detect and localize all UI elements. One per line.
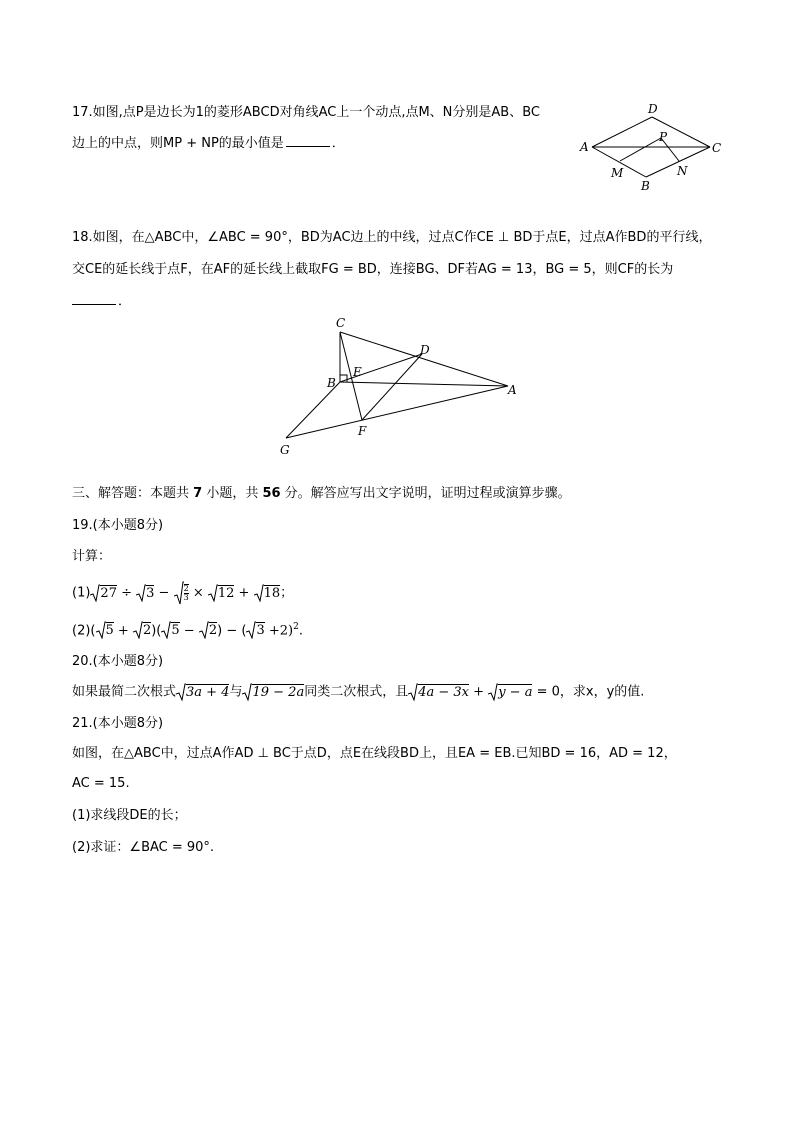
sqrt-symbol	[242, 680, 252, 704]
section3-title-a: 三、解答题：本题共	[72, 486, 194, 501]
q19-p1-radicand-1: 27	[100, 585, 117, 601]
q19-part1	[72, 580, 293, 607]
q18-label-F: F	[358, 424, 367, 438]
q21-part1: (1)求线段DE的长；	[72, 808, 187, 823]
q19-p2-radicand-3: 5	[171, 623, 180, 639]
q21-header: 21.(本小题8分)	[72, 716, 164, 731]
q18-label-B: B	[327, 376, 336, 390]
q19-p2-close: ) − (	[217, 623, 247, 639]
q18-label-G: G	[280, 443, 290, 457]
q19-intro: 计算：	[72, 549, 112, 564]
q17-line2-text: 边上的中点，则MP + NP的最小值是	[72, 136, 284, 151]
sqrt-symbol	[208, 580, 218, 606]
q18-triangle-figure	[270, 312, 530, 460]
q21-line2: AC = 15.	[72, 776, 130, 791]
q17-answer-blank	[286, 134, 330, 147]
q18-line2: 交CE的延长线于点F，在AF的延长线上截取FG = BD，连接BG、DF若AG = 13，BG = 5，则CF的长为	[72, 262, 674, 277]
q19-header: 19.(本小题8分)	[72, 518, 164, 533]
q20-body	[72, 680, 644, 705]
q17-line1: 17.如图,点P是边长为1的菱形ABCD对角线AC上一个动点,点M、N分别是AB、BC	[72, 105, 540, 120]
q17-label-A: A	[580, 140, 589, 154]
q17-rhombus-figure	[576, 98, 726, 196]
q19-part2	[72, 616, 303, 642]
q20-text-5: = 0，求x，y的值.	[532, 684, 645, 700]
q17-line2	[72, 134, 345, 154]
sqrt-symbol	[246, 620, 256, 642]
q19-p1-frac-den: 3	[183, 593, 189, 602]
q20-radicand-3: 4a − 3x	[418, 684, 470, 700]
sqrt-symbol	[254, 580, 264, 606]
q20-radicand-2: 19 − 2a	[252, 684, 305, 700]
sqrt-symbol	[176, 680, 186, 704]
q19-p2-mid: )(	[151, 623, 162, 639]
q18-line3	[72, 292, 131, 312]
q17-label-P: P	[659, 130, 668, 144]
q19-p2-radicand-4: 2	[208, 623, 218, 639]
q21-line1: 如图，在△ABC中，过点A作AD ⊥ BC于点D，点E在线段BD上，且EA = EB.已知BD = 16，AD = 12，	[72, 746, 677, 761]
q19-p2-label: (2)(	[72, 623, 96, 639]
q19-p1-radicand-4: 18	[263, 585, 281, 601]
q20-text-1: 如果最简二次根式	[72, 684, 177, 700]
q20-plus: +	[469, 684, 489, 700]
sqrt-symbol	[199, 620, 209, 642]
q19-p2-plus: +	[113, 623, 133, 639]
q18-line1: 18.如图，在△ABC中，∠ABC = 90°，BD为AC边上的中线，过点C作CE ⊥ BD于点E，过点A作BD的平行线，	[72, 230, 712, 245]
q19-p2-radicand-1: 5	[105, 623, 114, 639]
q17-line2-end: ．	[331, 136, 345, 151]
q19-p2-end: .	[298, 623, 303, 639]
q19-p1-div: ÷	[116, 585, 137, 601]
q20-radicand-4: y − a	[498, 684, 533, 700]
sqrt-symbol	[96, 620, 106, 642]
q20-header: 20.(本小题8分)	[72, 654, 164, 669]
q18-label-D: D	[420, 343, 430, 357]
q19-p2-minus: −	[179, 623, 199, 639]
section3-title	[72, 484, 571, 504]
sqrt-symbol	[90, 580, 100, 606]
q17-label-M: M	[611, 166, 624, 180]
sqrt-symbol	[133, 620, 143, 642]
sqrt-symbol	[136, 580, 146, 606]
q20-text-2: 与	[229, 684, 243, 700]
q18-line3-end: ．	[118, 294, 132, 309]
q18-label-E: E	[353, 365, 362, 379]
q19-p2-radicand-5: 3	[256, 623, 265, 639]
q19-p1-frac-num: 2	[183, 584, 189, 593]
section3-title-c: 分。解答应写出文字说明，证明过程或演算步骤。	[280, 486, 571, 501]
q18-answer-blank	[72, 292, 116, 305]
section3-title-b: 小题，共	[202, 486, 263, 501]
q19-p2-radicand-2: 2	[142, 623, 152, 639]
q17-label-B: B	[641, 179, 650, 193]
q20-text-3: 同类二次根式，且	[304, 684, 409, 700]
q19-p1-times: ×	[188, 585, 208, 601]
q19-p1-plus: +	[234, 585, 254, 601]
q19-p1-radicand-3: 12	[217, 585, 235, 601]
q17-label-C: C	[712, 141, 722, 155]
section3-count: 7	[193, 486, 203, 501]
q19-p1-label: (1)	[72, 585, 91, 601]
q19-p1-end: ；	[280, 585, 294, 601]
q19-p1-radicand-2: 3	[146, 585, 155, 601]
q17-label-N: N	[677, 164, 688, 178]
q18-label-C: C	[336, 316, 346, 330]
q17-label-D: D	[648, 102, 658, 116]
sqrt-symbol	[161, 620, 171, 642]
sqrt-symbol	[408, 680, 418, 704]
q19-p2-exponent: 2	[293, 622, 299, 632]
q19-p1-minus: −	[154, 585, 174, 601]
sqrt-symbol	[488, 680, 498, 704]
q18-label-A: A	[508, 383, 517, 397]
section3-points: 56	[262, 486, 281, 501]
q21-part2: (2)求证：∠BAC = 90°.	[72, 840, 215, 855]
sqrt-symbol	[174, 580, 184, 606]
q19-p2-tail: +2)	[264, 623, 294, 639]
q20-radicand-1: 3a + 4	[186, 684, 230, 700]
